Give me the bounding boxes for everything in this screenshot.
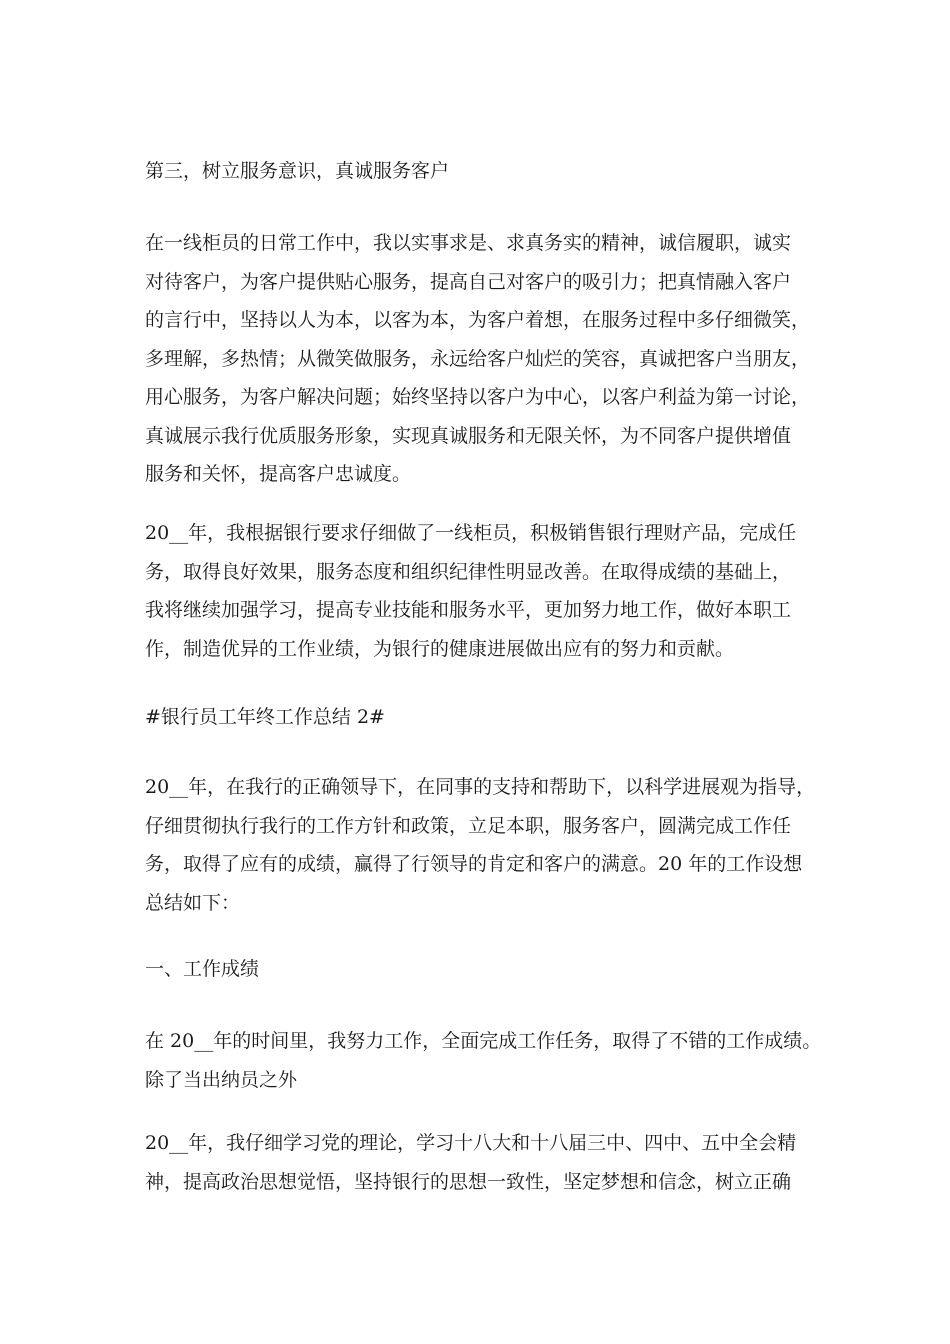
text-line: 务，取得了应有的成绩，赢得了行领导的肯定和客户的满意。20 年的工作设想 bbox=[145, 853, 803, 875]
text-line: 第三，树立服务意识，真诚服务客户 bbox=[145, 160, 450, 182]
text-line: 多理解，多热情；从微笑做服务，永远给客户灿烂的笑容，真诚把客户当朋友， bbox=[145, 347, 811, 370]
text-line: 神，提高政治思想觉悟，坚持银行的思想一致性，坚定梦想和信念，树立正确 bbox=[145, 1170, 792, 1193]
text-line: 对待客户，为客户提供贴心服务，提高自己对客户的吸引力；把真情融入客户 bbox=[145, 270, 792, 293]
text-line: 在一线柜员的日常工作中，我以实事求是、求真务实的精神，诚信履职，诚实 bbox=[145, 232, 792, 254]
text-line: 我将继续加强学习，提高专业技能和服务水平，更加努力地工作，做好本职工 bbox=[145, 599, 792, 621]
text-line: 仔细贯彻执行我行的工作方针和政策，立足本职，服务客户，圆满完成工作任 bbox=[145, 814, 792, 837]
text-line: 的言行中，坚持以人为本，以客为本，为客户着想，在服务过程中多仔细微笑， bbox=[145, 309, 811, 331]
paragraph-introduction bbox=[145, 768, 815, 922]
text-line: 20__年，在我行的正确领导下，在同事的支持和帮助下，以科学进展观为指导， bbox=[145, 776, 816, 798]
text-line: 总结如下： bbox=[145, 891, 241, 914]
text-line: 务，取得良好效果，服务态度和组织纪律性明显改善。在取得成绩的基础上， bbox=[145, 560, 792, 583]
text-line: 除了当出纳员之外 bbox=[145, 1068, 298, 1091]
text-line: 作，制造优异的工作业绩，为银行的健康进展做出应有的努力和贡献。 bbox=[145, 637, 735, 660]
text-line: 一、工作成绩 bbox=[145, 958, 260, 980]
paragraph-political-study bbox=[145, 1124, 815, 1201]
section-heading-3 bbox=[145, 152, 815, 191]
paragraph-service-attitude bbox=[145, 224, 815, 494]
section-title-summary-2 bbox=[145, 698, 815, 737]
text-line: #银行员工年终工作总结 2# bbox=[145, 706, 385, 728]
text-line: 20__年，我仔细学习党的理论，学习十八大和十八届三中、四中、五中全会精 bbox=[145, 1132, 797, 1154]
section-heading-achievements bbox=[145, 950, 815, 989]
paragraph-year-summary bbox=[145, 514, 815, 668]
text-line: 服务和关怀，提高客户忠诚度。 bbox=[145, 463, 412, 485]
text-line: 在 20__年的时间里，我努力工作，全面完成工作任务，取得了不错的工作成绩。 bbox=[145, 1030, 822, 1052]
text-line: 用心服务，为客户解决问题；始终坚持以客户为中心，以客户利益为第一讨论， bbox=[145, 386, 811, 408]
text-line: 20__年，我根据银行要求仔细做了一线柜员，积极销售银行理财产品，完成任 bbox=[145, 522, 797, 544]
text-line: 真诚展示我行优质服务形象，实现真诚服务和无限关怀，为不同客户提供增值 bbox=[145, 424, 792, 447]
paragraph-achievements bbox=[145, 1022, 822, 1099]
